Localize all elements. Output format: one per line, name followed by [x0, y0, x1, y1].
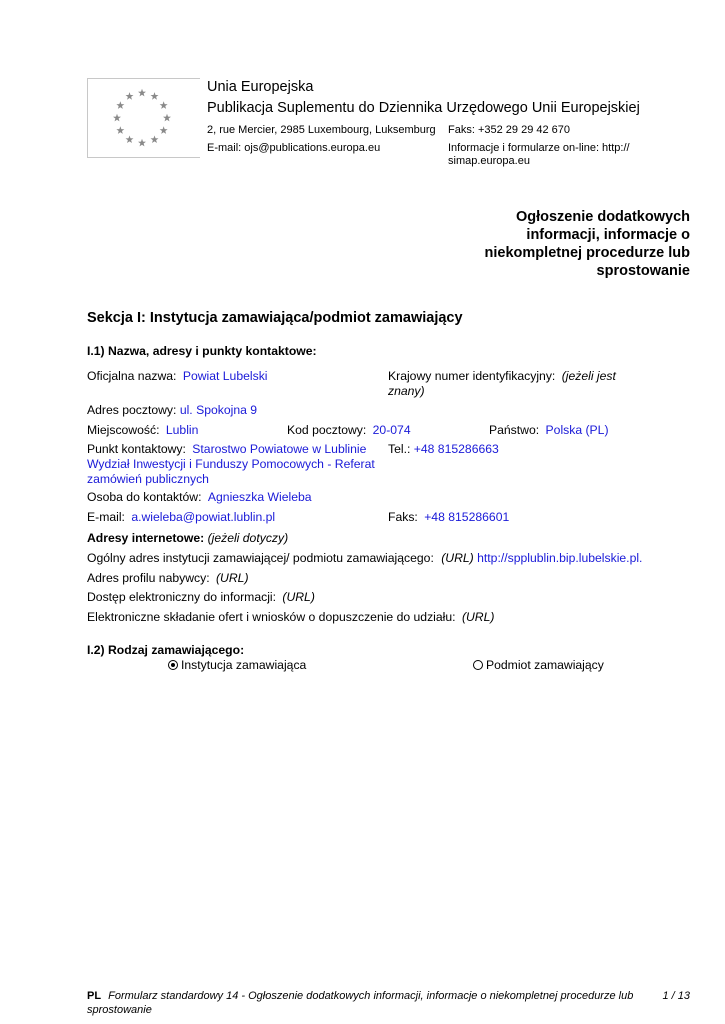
eu-star-icon: [160, 126, 168, 134]
page-number: 1 / 13: [662, 990, 690, 1002]
header-publication: Publikacja Suplementu do Dziennika Urzędowego Unii Europejskiej: [207, 100, 640, 116]
header-email: E-mail: ojs@publications.europa.eu: [207, 142, 381, 154]
fax-row: [388, 510, 509, 525]
person-row: [87, 490, 312, 505]
footer-form: [87, 989, 647, 1017]
header-online-line1: Informacje i formularze on-line: http://: [448, 142, 630, 154]
country-value: Polska (PL): [545, 423, 609, 437]
postcode-label: Kod pocztowy:: [287, 423, 367, 437]
footer-form-line2: sprostowanie: [87, 1004, 152, 1016]
document-title: [485, 208, 690, 280]
footer-form-line1: Formularz standardowy 14 - Ogłoszenie dodatkowych informacji, informacje o niekompletnej procedurze lub: [108, 990, 634, 1002]
buyer-profile-label: Adres profilu nabywcy:: [87, 571, 210, 585]
eu-stars-icon: [88, 79, 200, 157]
i11-title: I.1) Nazwa, adresy i punkty kontaktowe:: [87, 344, 317, 358]
internet-label: Adresy internetowe:: [87, 531, 205, 545]
option-contracting-entity-label: Podmiot zamawiający: [486, 658, 604, 672]
tel-label: Tel.:: [388, 442, 411, 456]
radio-unchecked-icon[interactable]: [473, 660, 483, 670]
general-address-label: Ogólny adres instytucji zamawiającej/ podmiotu zamawiającego:: [87, 551, 434, 565]
electronic-submission-url-tag: (URL): [461, 610, 495, 624]
internet-note: (jeżeli dotyczy): [207, 531, 289, 545]
eu-star-icon: [160, 101, 168, 109]
eu-star-icon: [126, 92, 134, 100]
eu-logo: [87, 78, 200, 158]
contact-point-line2: Wydział Inwestycji i Funduszy Pomocowych - Referat: [87, 457, 375, 471]
fax-value: +48 815286601: [424, 510, 510, 524]
electronic-access-row: [87, 590, 315, 605]
buyer-profile-url-tag: (URL): [216, 571, 249, 585]
contact-point-label: Punkt kontaktowy:: [87, 442, 186, 456]
official-name-row: [87, 369, 268, 384]
electronic-submission-row: [87, 610, 494, 625]
country-row: [489, 423, 609, 438]
eu-star-icon: [116, 126, 124, 134]
header-fax: Faks: +352 29 29 42 670: [448, 124, 571, 136]
buyer-profile-row: [87, 571, 249, 586]
contact-point-line1: Starostwo Powiatowe w Lublinie: [192, 442, 367, 456]
document-title-line4: sprostowanie: [596, 263, 690, 279]
internet-header: [87, 531, 288, 546]
national-id-label: Krajowy numer identyfikacyjny:: [388, 369, 556, 383]
electronic-access-url-tag: (URL): [282, 590, 315, 604]
footer-lang: PL: [87, 990, 102, 1002]
document-title-line3: niekompletnej procedurze lub: [484, 245, 690, 261]
eu-star-icon: [113, 114, 121, 122]
document-title-line2: informacji, informacje o: [526, 227, 690, 243]
city-label: Miejscowość:: [87, 423, 160, 437]
option-contracting-entity[interactable]: [473, 658, 604, 673]
city-row: [87, 423, 198, 438]
person-label: Osoba do kontaktów:: [87, 490, 202, 504]
postcode-value: 20-074: [372, 423, 411, 437]
postal-row: [87, 403, 257, 418]
eu-star-icon: [126, 135, 134, 143]
option-contracting-authority[interactable]: [168, 658, 306, 673]
postal-label: Adres pocztowy:: [87, 403, 177, 417]
option-contracting-authority-label: Instytucja zamawiająca: [181, 658, 307, 672]
eu-star-icon: [151, 92, 159, 100]
person-value: Agnieszka Wieleba: [207, 490, 312, 504]
country-label: Państwo:: [489, 423, 540, 437]
header-address: 2, rue Mercier, 2985 Luxembourg, Luksemburg: [207, 124, 436, 136]
header-org: Unia Europejska: [207, 79, 314, 95]
electronic-submission-label: Elektroniczne składanie ofert i wniosków o dopuszczenie do udziału:: [87, 610, 456, 624]
eu-star-icon: [151, 135, 159, 143]
section-title: Sekcja I: Instytucja zamawiająca/podmiot zamawiający: [87, 310, 463, 326]
city-value: Lublin: [165, 423, 199, 437]
fax-label: Faks:: [388, 510, 418, 524]
eu-star-icon: [163, 114, 171, 122]
general-address-row: [87, 551, 642, 566]
national-id: [388, 369, 616, 384]
general-address-url-tag: (URL): [441, 551, 474, 565]
postal-value: ul. Spokojna 9: [179, 403, 258, 417]
eu-star-icon: [138, 139, 146, 147]
i12-title: I.2) Rodzaj zamawiającego:: [87, 643, 245, 657]
national-id-note: (jeżeli jest: [561, 369, 616, 383]
document-title-line1: Ogłoszenie dodatkowych: [515, 209, 690, 225]
email-row: [87, 510, 275, 525]
contact-point: [87, 442, 375, 487]
contact-point-line3: zamówień publicznych: [87, 472, 209, 486]
tel-value: +48 815286663: [413, 442, 499, 456]
header-online-line2: simap.europa.eu: [448, 155, 530, 167]
official-name-value: Powiat Lubelski: [182, 369, 268, 383]
email-label: E-mail:: [87, 510, 125, 524]
official-name-label: Oficjalna nazwa:: [87, 369, 177, 383]
electronic-access-label: Dostęp elektroniczny do informacji:: [87, 590, 276, 604]
email-value[interactable]: a.wieleba@powiat.lublin.pl: [131, 510, 276, 524]
tel-row: [388, 442, 499, 457]
radio-checked-icon[interactable]: [168, 660, 178, 670]
eu-star-icon: [116, 101, 124, 109]
eu-star-icon: [138, 89, 146, 97]
postcode-row: [287, 423, 411, 438]
national-id-note-2: znany): [388, 384, 425, 398]
general-address-link[interactable]: http://spplublin.bip.lubelskie.pl.: [477, 551, 643, 565]
